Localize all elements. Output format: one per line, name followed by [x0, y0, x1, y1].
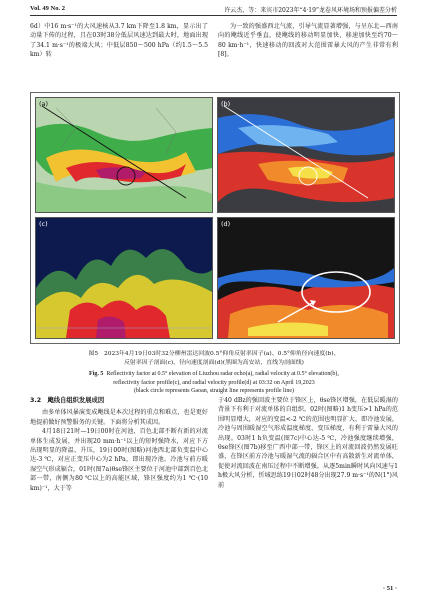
radar-figure — [30, 92, 400, 344]
panel-c-label: (c) — [39, 220, 48, 228]
figure-caption-zh — [30, 350, 398, 367]
caption-en-line-2: reflectivity factor profile(c), and radial velocity profile(d) at 03:32 on April 19,2023 — [113, 379, 315, 386]
caption-zh-line-2: 反射率因子剖面(c)、径向速度剖面(d)(黑圈为高安站，直线为剖面线) — [124, 359, 304, 366]
panel-d-velocity-profile — [217, 217, 395, 339]
panel-c-reflectivity-profile — [35, 217, 213, 339]
running-title: 许云杰，等：来宾市2023年“4·19”龙卷风环境场和预报偏差分析 — [224, 7, 397, 14]
top-right-paragraph: 为一致的强盛西北气流，引导气流显著增强，与呈东北—西南向的飑线近乎垂直，使飑线的移动明显加快，移速加快至约70～80 km·h⁻¹，快速移动的回波对大范围雷暴大风的产生非常有利[8]。 — [218, 23, 398, 59]
caption-en-line-1: Reflectivity factor at 0.5° elevation of Liuzhou radar echo(a), radial velocity at 0.5° elevation(b), — [106, 371, 339, 377]
running-header — [0, 0, 427, 16]
section-right-column — [218, 396, 398, 490]
top-left-paragraph: 6d）中16 m·s⁻¹的大风速核从3.7 km下降至1.8 km，显示出了动量下传的过程，且在03时38分低层风速达到最大时，地面出现了34.1 m·s⁻¹的极端大风；中低层850～500 hPa（约1.5～5.5 km）转 — [30, 23, 208, 59]
section-paragraph-1: 由多单体风暴演变成飑线是本次过程的重点和难点，也是更好地提前做好预警服务的关键。下面将分析其成因。 — [30, 409, 208, 426]
right-paragraph-1: 于40 dBz的强回波主要位于锋区上，θse锋区增强，在低层暖湿的背景下有利于对流单体的自组织。02时(图略)1 h变压>1 hPa的范围明显增大，对应的变温<-2 ℃的范围也明显扩大，即冷池发展，冷池与周围暖湿空气形成温度梯度、变压梯度，有利于雷暴大风的出现。03时1 h负变温(图7c)中心达-5 ℃，冷池强度继续增强，θse锋区(图7b)移至广西中部一带，锋区上的对流回波仍然发展旺盛，在锋区前方冷池与暖湿气流的辐合区中有高散新生对流单体，促使对流回波在南压过程中不断增强。从逐5min瞬时风向风速与1 h极大风分析，忻城思练19日02时48分出现27.9 m·s⁻¹的N(1°)风前 — [218, 397, 398, 489]
caption-en-label: Fig. 5 — [89, 371, 104, 377]
panel-a-label: (a) — [39, 100, 49, 108]
header-rule — [30, 15, 397, 16]
panel-d-label: (d) — [221, 220, 231, 228]
caption-en-line-3: (black circle represents Gaoan, straight line represents profile line) — [133, 388, 295, 395]
reflectivity-map — [36, 98, 212, 212]
page-number: · 51 · — [382, 585, 397, 592]
top-left-column — [30, 22, 208, 60]
velocity-map — [218, 98, 394, 212]
top-right-column — [218, 22, 398, 60]
figure-caption-en — [30, 370, 398, 396]
section-left-column — [30, 396, 208, 493]
panel-a-reflectivity — [35, 97, 213, 213]
section-paragraph-2: 4月18日21时—19日00时在河池、百色北部不断有新的对流单体生成发展，并出现20 mm·h⁻¹以上的短时强降水，对应下方出现明显的降温、升压，19日00时(图略)河池西北部负变温中心达-3 ℃，对应正变压中心为2 hPa，即出现冷池。冷池与前方暖湿空气形成辐合，01时(图7a)θse锋区主要位于河池中部到百色北部一带，南侧为80 ℃以上的高能区域，锋区强度约为1 ℃·(10 km)⁻¹，大于等 — [30, 428, 208, 492]
section-heading: 3.2 飑线自组织发展成因 — [30, 397, 105, 404]
reflectivity-profile — [36, 218, 212, 338]
journal-volume: Vol. 49 No. 2 — [30, 5, 65, 12]
panel-b-label: (b) — [221, 100, 231, 108]
velocity-profile — [218, 218, 394, 338]
panel-b-velocity — [217, 97, 395, 213]
caption-zh-line-1: 图5 2023年4月19日03时32分柳州雷达回波0.5°仰角反射率因子(a)、0.5°仰角径向速度(b)、 — [88, 351, 340, 357]
